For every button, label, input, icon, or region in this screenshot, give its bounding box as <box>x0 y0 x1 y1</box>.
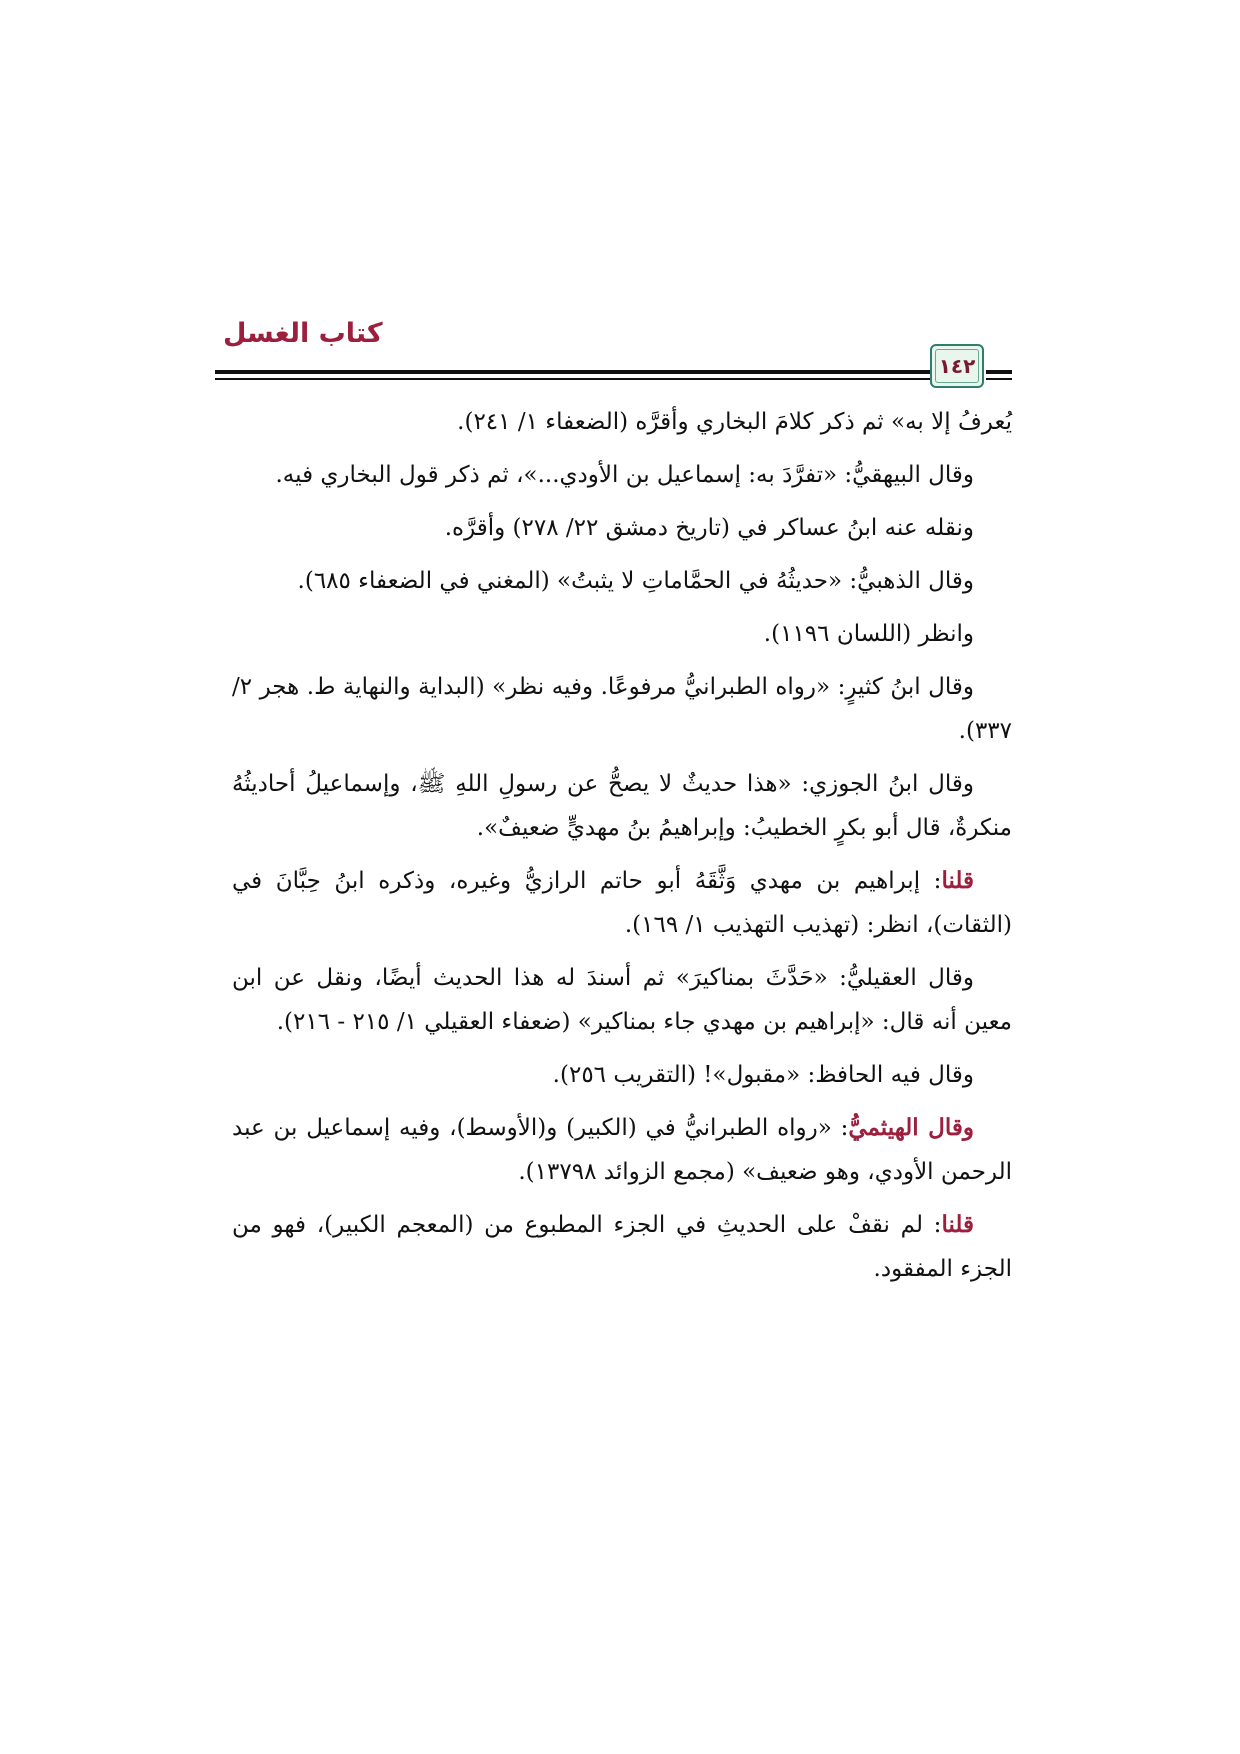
paragraph-text: يُعرفُ إلا به» ثم ذكر كلامَ البخاري وأقرَّه (الضعفاء ١/ ٢٤١). <box>457 409 1012 435</box>
paragraph-text: وقال الذهبيُّ: «حديثُهُ في الحمَّاماتِ لا يثبتُ» (المغني في الضعفاء ٦٨٥). <box>297 568 974 594</box>
paragraph-text: وقال فيه الحافظ: «مقبول»! (التقريب ٢٥٦). <box>552 1062 974 1088</box>
paragraph <box>232 1053 1012 1097</box>
page-number-badge <box>930 344 984 388</box>
paragraph-text: ونقله عنه ابنُ عساكر في (تاريخ دمشق ٢٢/ ٢٧٨) وأقرَّه. <box>444 515 974 541</box>
paragraph-text: وانظر (اللسان ١١٩٦). <box>763 621 974 647</box>
paragraph-lead: قلنا <box>941 867 974 894</box>
paragraph <box>232 453 1012 497</box>
paragraph-text: وقال ابنُ الجوزي: «هذا حديثٌ لا يصحُّ عن رسولِ اللهِ ﷺ، وإسماعيلُ أحاديثُهُ منكرةٌ، قال أبو بكرٍ الخطيبُ: وإبراهيمُ بنُ مهديٍّ ضعيفٌ». <box>232 771 1012 841</box>
paragraph <box>232 1106 1012 1194</box>
header-rule-right-thick <box>986 370 1012 374</box>
paragraph <box>232 956 1012 1044</box>
paragraph <box>232 506 1012 550</box>
page-number: ١٤٢ <box>938 354 976 378</box>
paragraph <box>232 762 1012 850</box>
paragraph-text: : «رواه الطبرانيُّ في (الكبير) و(الأوسط)، وفيه إسماعيل بن عبد الرحمن الأودي، وهو ضعيف» (مجمع الزوائد ١٣٧٩٨). <box>232 1115 1012 1185</box>
header-rule-thin <box>215 378 957 380</box>
book-title: كتاب الغسل <box>223 318 383 349</box>
paragraph-text: وقال البيهقيُّ: «تفرَّدَ به: إسماعيل بن الأودي...»، ثم ذكر قول البخاري فيه. <box>275 462 974 488</box>
page-header <box>215 318 1012 388</box>
page-body <box>232 400 1012 1300</box>
paragraph <box>232 859 1012 947</box>
paragraph <box>232 665 1012 753</box>
paragraph-lead: قلنا <box>941 1211 974 1238</box>
paragraph-text: وقال العقيليُّ: «حَدَّثَ بمناكيرَ» ثم أسندَ له هذا الحديث أيضًا، ونقل عن ابن معين أنه قال: «إبراهيم بن مهدي جاء بمناكير» (ضعفاء العقيلي ١/ ٢١٥ - ٢١٦). <box>232 965 1012 1035</box>
paragraph-lead: وقال الهيثميُّ <box>848 1114 974 1141</box>
header-rule-right-thin <box>986 378 1012 380</box>
paragraph <box>232 612 1012 656</box>
paragraph <box>232 559 1012 603</box>
paragraph-text: : إبراهيم بن مهدي وَثَّقَهُ أبو حاتم الرازيُّ وغيره، وذكره ابنُ حِبَّانَ في (الثقات)، انظر: (تهذيب التهذيب ١/ ١٦٩). <box>232 868 1012 938</box>
paragraph-text: : لم نقفْ على الحديثِ في الجزء المطبوع من (المعجم الكبير)، فهو من الجزء المفقود. <box>232 1212 1012 1282</box>
paragraph <box>232 1203 1012 1291</box>
header-rule-thick <box>215 370 957 374</box>
paragraph-text: وقال ابنُ كثيرٍ: «رواه الطبرانيُّ مرفوعًا. وفيه نظر» (البداية والنهاية ط. هجر ٢/ ٣٣٧). <box>232 674 1012 744</box>
paragraph <box>232 400 1012 444</box>
